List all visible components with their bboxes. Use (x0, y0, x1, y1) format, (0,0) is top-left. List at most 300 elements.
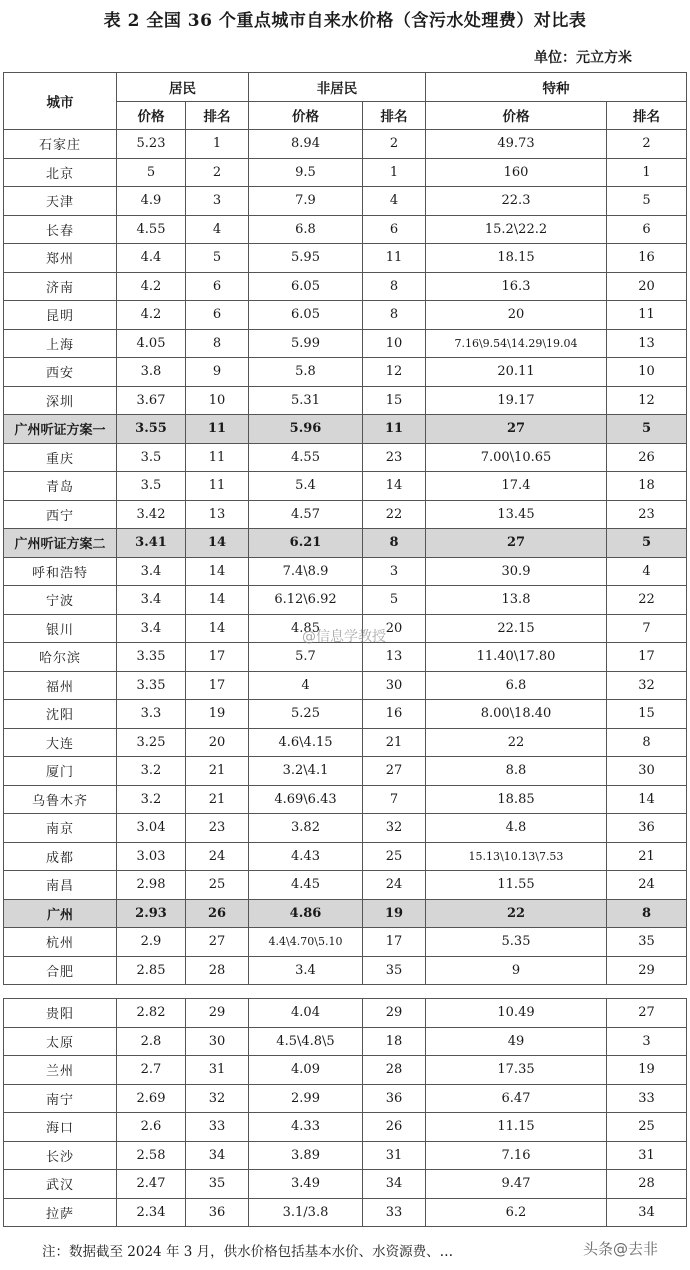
nonresidential-rank-cell: 5 (363, 586, 426, 615)
special-rank-cell: 18 (607, 472, 687, 501)
nonresidential-rank-cell: 8 (363, 272, 426, 301)
residential-price-cell: 2.93 (117, 899, 186, 928)
residential-price-cell: 3.5 (117, 472, 186, 501)
residential-price-cell: 3.5 (117, 443, 186, 472)
nonresidential-price-cell: 3.82 (249, 814, 363, 843)
residential-price-cell: 4.4 (117, 244, 186, 273)
special-price-cell: 6.8 (426, 671, 607, 700)
header-price: 价格 (426, 101, 607, 130)
nonresidential-price-cell: 6.8 (249, 215, 363, 244)
table-row (4, 671, 687, 700)
nonresidential-price-cell: 7.9 (249, 187, 363, 216)
special-price-cell: 49.73 (426, 130, 607, 159)
residential-rank-cell: 11 (186, 443, 249, 472)
special-rank-cell: 16 (607, 244, 687, 273)
residential-price-cell: 3.4 (117, 586, 186, 615)
special-price-cell: 11.15 (426, 1113, 607, 1142)
city-cell: 海口 (4, 1113, 117, 1142)
table-row (4, 272, 687, 301)
table-row (4, 899, 687, 928)
residential-rank-cell: 14 (186, 614, 249, 643)
table-row (4, 415, 687, 444)
nonresidential-price-cell: 5.4 (249, 472, 363, 501)
nonresidential-price-cell: 3.1/3.8 (249, 1198, 363, 1227)
residential-price-cell: 4.55 (117, 215, 186, 244)
city-cell: 天津 (4, 187, 117, 216)
residential-rank-cell: 36 (186, 1198, 249, 1227)
nonresidential-rank-cell: 7 (363, 785, 426, 814)
city-cell: 济南 (4, 272, 117, 301)
nonresidential-rank-cell: 10 (363, 329, 426, 358)
nonresidential-rank-cell: 26 (363, 1113, 426, 1142)
special-rank-cell: 33 (607, 1084, 687, 1113)
special-price-cell: 5.35 (426, 928, 607, 957)
special-price-cell: 17.35 (426, 1056, 607, 1085)
special-rank-cell: 3 (607, 1027, 687, 1056)
city-cell: 昆明 (4, 301, 117, 330)
city-cell: 杭州 (4, 928, 117, 957)
residential-price-cell: 3.25 (117, 728, 186, 757)
nonresidential-rank-cell: 33 (363, 1198, 426, 1227)
table-row (4, 1113, 687, 1142)
nonresidential-rank-cell: 18 (363, 1027, 426, 1056)
special-price-cell: 30.9 (426, 557, 607, 586)
special-rank-cell: 5 (607, 529, 687, 558)
table-row (4, 557, 687, 586)
residential-price-cell: 3.4 (117, 557, 186, 586)
table-row (4, 842, 687, 871)
special-rank-cell: 31 (607, 1141, 687, 1170)
special-rank-cell: 14 (607, 785, 687, 814)
nonresidential-price-cell: 4.85 (249, 614, 363, 643)
nonresidential-rank-cell: 20 (363, 614, 426, 643)
city-cell: 兰州 (4, 1056, 117, 1085)
special-rank-cell: 2 (607, 130, 687, 159)
nonresidential-price-cell: 5.99 (249, 329, 363, 358)
residential-price-cell: 3.42 (117, 500, 186, 529)
nonresidential-rank-cell: 36 (363, 1084, 426, 1113)
special-rank-cell: 21 (607, 842, 687, 871)
city-cell: 南昌 (4, 871, 117, 900)
special-rank-cell: 20 (607, 272, 687, 301)
nonresidential-rank-cell: 32 (363, 814, 426, 843)
nonresidential-rank-cell: 12 (363, 358, 426, 387)
special-rank-cell: 32 (607, 671, 687, 700)
residential-rank-cell: 33 (186, 1113, 249, 1142)
table-row (4, 529, 687, 558)
table-row (4, 757, 687, 786)
nonresidential-rank-cell: 16 (363, 700, 426, 729)
table-row (4, 586, 687, 615)
table-row (4, 1027, 687, 1056)
special-price-cell: 6.2 (426, 1198, 607, 1227)
residential-price-cell: 3.41 (117, 529, 186, 558)
special-rank-cell: 35 (607, 928, 687, 957)
city-cell: 郑州 (4, 244, 117, 273)
residential-price-cell: 4.9 (117, 187, 186, 216)
special-rank-cell: 19 (607, 1056, 687, 1085)
residential-rank-cell: 30 (186, 1027, 249, 1056)
nonresidential-price-cell: 4.33 (249, 1113, 363, 1142)
special-rank-cell: 13 (607, 329, 687, 358)
nonresidential-rank-cell: 22 (363, 500, 426, 529)
special-price-cell: 10.49 (426, 999, 607, 1028)
special-price-cell: 20 (426, 301, 607, 330)
nonresidential-price-cell: 4.43 (249, 842, 363, 871)
special-price-cell: 27 (426, 529, 607, 558)
special-price-cell: 49 (426, 1027, 607, 1056)
special-rank-cell: 8 (607, 899, 687, 928)
city-cell: 广州听证方案二 (4, 529, 117, 558)
nonresidential-rank-cell: 31 (363, 1141, 426, 1170)
special-price-cell: 8.8 (426, 757, 607, 786)
nonresidential-price-cell: 6.05 (249, 301, 363, 330)
residential-price-cell: 2.7 (117, 1056, 186, 1085)
footnote: 注：数据截至 2024 年 3 月，供水价格包括基本水价、水资源费、… (42, 1244, 454, 1260)
nonresidential-rank-cell: 21 (363, 728, 426, 757)
nonresidential-price-cell: 4.5\4.8\5 (249, 1027, 363, 1056)
table-row (4, 1084, 687, 1113)
table-row (4, 130, 687, 159)
special-price-cell: 27 (426, 415, 607, 444)
table-row (4, 928, 687, 957)
nonresidential-price-cell: 4.69\6.43 (249, 785, 363, 814)
nonresidential-rank-cell: 11 (363, 415, 426, 444)
special-price-cell: 20.11 (426, 358, 607, 387)
residential-rank-cell: 27 (186, 928, 249, 957)
residential-price-cell: 3.04 (117, 814, 186, 843)
special-rank-cell: 29 (607, 956, 687, 985)
special-price-cell: 18.15 (426, 244, 607, 273)
nonresidential-price-cell: 5.31 (249, 386, 363, 415)
residential-rank-cell: 14 (186, 586, 249, 615)
residential-rank-cell: 4 (186, 215, 249, 244)
header-residential: 居民 (117, 73, 249, 102)
residential-price-cell: 2.9 (117, 928, 186, 957)
special-rank-cell: 34 (607, 1198, 687, 1227)
nonresidential-price-cell: 3.2\4.1 (249, 757, 363, 786)
special-rank-cell: 30 (607, 757, 687, 786)
nonresidential-price-cell: 4.45 (249, 871, 363, 900)
special-rank-cell: 6 (607, 215, 687, 244)
residential-rank-cell: 13 (186, 500, 249, 529)
city-cell: 合肥 (4, 956, 117, 985)
nonresidential-rank-cell: 8 (363, 301, 426, 330)
table-row (4, 1170, 687, 1199)
special-price-cell: 11.55 (426, 871, 607, 900)
table-row (4, 472, 687, 501)
special-rank-cell: 4 (607, 557, 687, 586)
table-row (4, 215, 687, 244)
nonresidential-price-cell: 8.94 (249, 130, 363, 159)
city-cell: 西安 (4, 358, 117, 387)
nonresidential-rank-cell: 29 (363, 999, 426, 1028)
special-price-cell: 160 (426, 158, 607, 187)
residential-price-cell: 3.8 (117, 358, 186, 387)
header-rank: 排名 (186, 101, 249, 130)
residential-price-cell: 3.67 (117, 386, 186, 415)
residential-price-cell: 3.2 (117, 757, 186, 786)
nonresidential-rank-cell: 1 (363, 158, 426, 187)
city-cell: 大连 (4, 728, 117, 757)
nonresidential-price-cell: 4.86 (249, 899, 363, 928)
header-rank: 排名 (607, 101, 687, 130)
city-cell: 长春 (4, 215, 117, 244)
nonresidential-rank-cell: 24 (363, 871, 426, 900)
residential-rank-cell: 26 (186, 899, 249, 928)
residential-price-cell: 4.2 (117, 301, 186, 330)
special-rank-cell: 22 (607, 586, 687, 615)
special-rank-cell: 10 (607, 358, 687, 387)
city-cell: 重庆 (4, 443, 117, 472)
special-price-cell: 4.8 (426, 814, 607, 843)
residential-rank-cell: 17 (186, 671, 249, 700)
special-rank-cell: 26 (607, 443, 687, 472)
city-cell: 南京 (4, 814, 117, 843)
special-rank-cell: 8 (607, 728, 687, 757)
city-cell: 沈阳 (4, 700, 117, 729)
special-price-cell: 19.17 (426, 386, 607, 415)
special-price-cell: 6.47 (426, 1084, 607, 1113)
nonresidential-price-cell: 2.99 (249, 1084, 363, 1113)
residential-price-cell: 2.58 (117, 1141, 186, 1170)
header-city: 城市 (4, 73, 117, 130)
table-row (4, 386, 687, 415)
table-row (4, 728, 687, 757)
nonresidential-price-cell: 5.96 (249, 415, 363, 444)
nonresidential-price-cell: 4.4\4.70\5.10 (249, 928, 363, 957)
table-row (4, 1056, 687, 1085)
nonresidential-price-cell: 5.8 (249, 358, 363, 387)
nonresidential-price-cell: 4.04 (249, 999, 363, 1028)
residential-rank-cell: 25 (186, 871, 249, 900)
residential-rank-cell: 17 (186, 643, 249, 672)
residential-rank-cell: 20 (186, 728, 249, 757)
special-rank-cell: 24 (607, 871, 687, 900)
residential-price-cell: 2.82 (117, 999, 186, 1028)
nonresidential-price-cell: 9.5 (249, 158, 363, 187)
table-row (4, 643, 687, 672)
residential-rank-cell: 11 (186, 415, 249, 444)
special-price-cell: 18.85 (426, 785, 607, 814)
city-cell: 石家庄 (4, 130, 117, 159)
residential-rank-cell: 21 (186, 757, 249, 786)
table-row (4, 329, 687, 358)
residential-price-cell: 4.2 (117, 272, 186, 301)
special-price-cell: 22 (426, 728, 607, 757)
residential-price-cell: 5 (117, 158, 186, 187)
city-cell: 宁波 (4, 586, 117, 615)
nonresidential-price-cell: 7.4\8.9 (249, 557, 363, 586)
table-row (4, 1198, 687, 1227)
nonresidential-rank-cell: 30 (363, 671, 426, 700)
residential-price-cell: 2.8 (117, 1027, 186, 1056)
residential-rank-cell: 32 (186, 1084, 249, 1113)
nonresidential-rank-cell: 35 (363, 956, 426, 985)
residential-price-cell: 3.35 (117, 643, 186, 672)
residential-price-cell: 3.2 (117, 785, 186, 814)
residential-price-cell: 2.69 (117, 1084, 186, 1113)
residential-price-cell: 3.55 (117, 415, 186, 444)
special-price-cell: 7.16\9.54\14.29\19.04 (426, 329, 607, 358)
residential-rank-cell: 21 (186, 785, 249, 814)
special-price-cell: 22 (426, 899, 607, 928)
nonresidential-rank-cell: 27 (363, 757, 426, 786)
residential-rank-cell: 34 (186, 1141, 249, 1170)
city-cell: 成都 (4, 842, 117, 871)
header-nonresidential: 非居民 (249, 73, 426, 102)
city-cell: 贵阳 (4, 999, 117, 1028)
special-rank-cell: 17 (607, 643, 687, 672)
table-row (4, 871, 687, 900)
special-price-cell: 9 (426, 956, 607, 985)
nonresidential-price-cell: 4.6\4.15 (249, 728, 363, 757)
residential-rank-cell: 6 (186, 272, 249, 301)
residential-price-cell: 3.35 (117, 671, 186, 700)
residential-rank-cell: 24 (186, 842, 249, 871)
nonresidential-price-cell: 5.95 (249, 244, 363, 273)
nonresidential-price-cell: 3.4 (249, 956, 363, 985)
nonresidential-rank-cell: 2 (363, 130, 426, 159)
water-price-table (3, 72, 687, 985)
special-price-cell: 15.2\22.2 (426, 215, 607, 244)
special-price-cell: 7.16 (426, 1141, 607, 1170)
nonresidential-price-cell: 6.05 (249, 272, 363, 301)
nonresidential-price-cell: 6.21 (249, 529, 363, 558)
special-price-cell: 16.3 (426, 272, 607, 301)
table-row (4, 956, 687, 985)
city-cell: 深圳 (4, 386, 117, 415)
residential-price-cell: 3.4 (117, 614, 186, 643)
header-special: 特种 (426, 73, 687, 102)
residential-rank-cell: 3 (186, 187, 249, 216)
residential-rank-cell: 28 (186, 956, 249, 985)
special-price-cell: 11.40\17.80 (426, 643, 607, 672)
special-price-cell: 13.45 (426, 500, 607, 529)
special-price-cell: 17.4 (426, 472, 607, 501)
residential-rank-cell: 5 (186, 244, 249, 273)
residential-price-cell: 3.3 (117, 700, 186, 729)
special-rank-cell: 28 (607, 1170, 687, 1199)
unit-label: 单位：元立方米 (534, 50, 632, 66)
city-cell: 上海 (4, 329, 117, 358)
nonresidential-rank-cell: 19 (363, 899, 426, 928)
city-cell: 呼和浩特 (4, 557, 117, 586)
table-row (4, 358, 687, 387)
special-rank-cell: 5 (607, 187, 687, 216)
residential-rank-cell: 11 (186, 472, 249, 501)
header-rank: 排名 (363, 101, 426, 130)
special-rank-cell: 25 (607, 1113, 687, 1142)
city-cell: 拉萨 (4, 1198, 117, 1227)
table-row (4, 814, 687, 843)
table-row (4, 301, 687, 330)
nonresidential-price-cell: 6.12\6.92 (249, 586, 363, 615)
nonresidential-price-cell: 4.57 (249, 500, 363, 529)
residential-price-cell: 4.05 (117, 329, 186, 358)
nonresidential-rank-cell: 8 (363, 529, 426, 558)
special-rank-cell: 12 (607, 386, 687, 415)
residential-price-cell: 3.03 (117, 842, 186, 871)
residential-rank-cell: 10 (186, 386, 249, 415)
header-price: 价格 (249, 101, 363, 130)
special-rank-cell: 5 (607, 415, 687, 444)
nonresidential-rank-cell: 14 (363, 472, 426, 501)
table-row (4, 244, 687, 273)
watermark: @信息学教授 (302, 629, 386, 645)
city-cell: 哈尔滨 (4, 643, 117, 672)
city-cell: 银川 (4, 614, 117, 643)
special-price-cell: 9.47 (426, 1170, 607, 1199)
city-cell: 太原 (4, 1027, 117, 1056)
nonresidential-rank-cell: 13 (363, 643, 426, 672)
residential-rank-cell: 1 (186, 130, 249, 159)
table-row (4, 700, 687, 729)
city-cell: 青岛 (4, 472, 117, 501)
city-cell: 广州听证方案一 (4, 415, 117, 444)
special-rank-cell: 23 (607, 500, 687, 529)
special-price-cell: 8.00\18.40 (426, 700, 607, 729)
special-rank-cell: 15 (607, 700, 687, 729)
table-row (4, 443, 687, 472)
nonresidential-rank-cell: 28 (363, 1056, 426, 1085)
residential-rank-cell: 35 (186, 1170, 249, 1199)
city-cell: 广州 (4, 899, 117, 928)
residential-rank-cell: 6 (186, 301, 249, 330)
water-price-table-continued (3, 998, 687, 1227)
nonresidential-price-cell: 4.55 (249, 443, 363, 472)
nonresidential-price-cell: 4.09 (249, 1056, 363, 1085)
special-rank-cell: 36 (607, 814, 687, 843)
residential-rank-cell: 2 (186, 158, 249, 187)
header-price: 价格 (117, 101, 186, 130)
special-price-cell: 22.3 (426, 187, 607, 216)
nonresidential-price-cell: 4 (249, 671, 363, 700)
city-cell: 西宁 (4, 500, 117, 529)
nonresidential-price-cell: 3.89 (249, 1141, 363, 1170)
watermark-corner: 头条@去非 (583, 1240, 659, 1258)
residential-price-cell: 2.34 (117, 1198, 186, 1227)
nonresidential-rank-cell: 15 (363, 386, 426, 415)
residential-price-cell: 2.6 (117, 1113, 186, 1142)
table-row (4, 1141, 687, 1170)
residential-price-cell: 2.47 (117, 1170, 186, 1199)
table-title: 表 2 全国 36 个重点城市自来水价格（含污水处理费）对比表 (103, 11, 587, 31)
special-price-cell: 7.00\10.65 (426, 443, 607, 472)
nonresidential-rank-cell: 11 (363, 244, 426, 273)
table-row (4, 158, 687, 187)
city-cell: 福州 (4, 671, 117, 700)
special-rank-cell: 27 (607, 999, 687, 1028)
residential-rank-cell: 14 (186, 557, 249, 586)
nonresidential-rank-cell: 17 (363, 928, 426, 957)
nonresidential-rank-cell: 6 (363, 215, 426, 244)
residential-rank-cell: 9 (186, 358, 249, 387)
residential-price-cell: 5.23 (117, 130, 186, 159)
nonresidential-rank-cell: 34 (363, 1170, 426, 1199)
table-row (4, 999, 687, 1028)
special-rank-cell: 1 (607, 158, 687, 187)
nonresidential-rank-cell: 23 (363, 443, 426, 472)
special-rank-cell: 7 (607, 614, 687, 643)
residential-price-cell: 2.85 (117, 956, 186, 985)
nonresidential-rank-cell: 25 (363, 842, 426, 871)
table-row (4, 500, 687, 529)
special-price-cell: 22.15 (426, 614, 607, 643)
nonresidential-rank-cell: 4 (363, 187, 426, 216)
residential-rank-cell: 23 (186, 814, 249, 843)
residential-rank-cell: 31 (186, 1056, 249, 1085)
